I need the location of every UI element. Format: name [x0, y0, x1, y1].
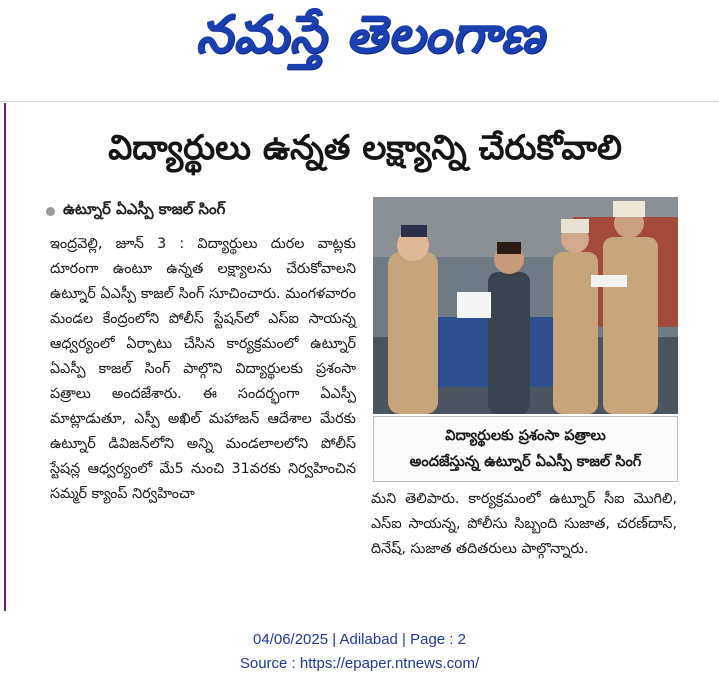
article-body-right: మని తెలిపారు. కార్యక్రమంలో ఉట్నూర్ సీఐ మొగిలి, ఎస్ఐ సాయన్న, పోలీసు సిబ్బంది సుజాత, చరణ్‌దాస్, దినేష్, సుజాత తదితరులు పాల్గొన్నారు. — [371, 491, 677, 557]
bullet-icon — [46, 207, 55, 216]
footer-edition-info: 04/06/2025 | Adilabad | Page : 2 — [253, 631, 466, 648]
photo-caption — [373, 416, 678, 482]
article-headline: విద్యార్థులు ఉన్నత లక్ష్యాన్ని చేరుకోవాలి — [108, 128, 622, 168]
masthead-title: నమస్తే తెలంగాణ — [195, 4, 545, 65]
top-divider — [0, 101, 719, 102]
article-body-left: ఇంద్రవెల్లి, జూన్ 3 : విద్యార్థులు దురల వాట్లకు దూరంగా ఉంటూ ఉన్నత లక్ష్యాలను చేరుకోవాలని ఉట్నూర్ ఏఎస్పీ కాజల్ సింగ్ సూచించారు. మంగళవారం మండల కేంద్రంలోని పోలీస్ స్టేషన్‌లో ఎస్ఐ సాయన్న ఆధ్వర్యంలో ఏర్పాటు చేసిన కార్యక్రమంలో ఉట్నూర్ ఏఎస్పీ కాజల్ సింగ్ పాల్గొని విద్యార్థులకు ప్రశంసా పత్రాలు అందజేశారు. ఈ సందర్భంగా ఏఎస్పీ మాట్లాడుతూ, ఎస్పీ అఖిల్ మహాజన్ ఆదేశాల మేరకు ఉట్నూర్ డివిజన్‌లోని అన్ని మండలాలలోని పోలీస్ స్టేషన్ల ఆధ్వర్యంలో మే5 నుంచి 31వరకు నిర్వహించిన సమ్మర్ క్యాంప్ నిర్వహించా — [50, 236, 356, 502]
news-photo — [373, 197, 678, 414]
footer-source-link[interactable]: Source : https://epaper.ntnews.com/ — [239, 655, 480, 672]
article-byline — [46, 200, 225, 222]
byline-text: ఉట్నూర్ ఏఎస్పీ కాజల్ సింగ్ — [63, 200, 226, 218]
caption-line-2: అందజేస్తున్న ఉట్నూర్ ఏఎస్పీ కాజల్ సింగ్ — [409, 454, 642, 470]
page-footer — [0, 628, 719, 676]
photo-illustration — [373, 197, 678, 414]
left-accent-bar — [4, 103, 6, 611]
newspaper-masthead — [160, 4, 580, 66]
caption-line-1: విద్యార్థులకు ప్రశంసా పత్రాలు — [445, 428, 606, 444]
